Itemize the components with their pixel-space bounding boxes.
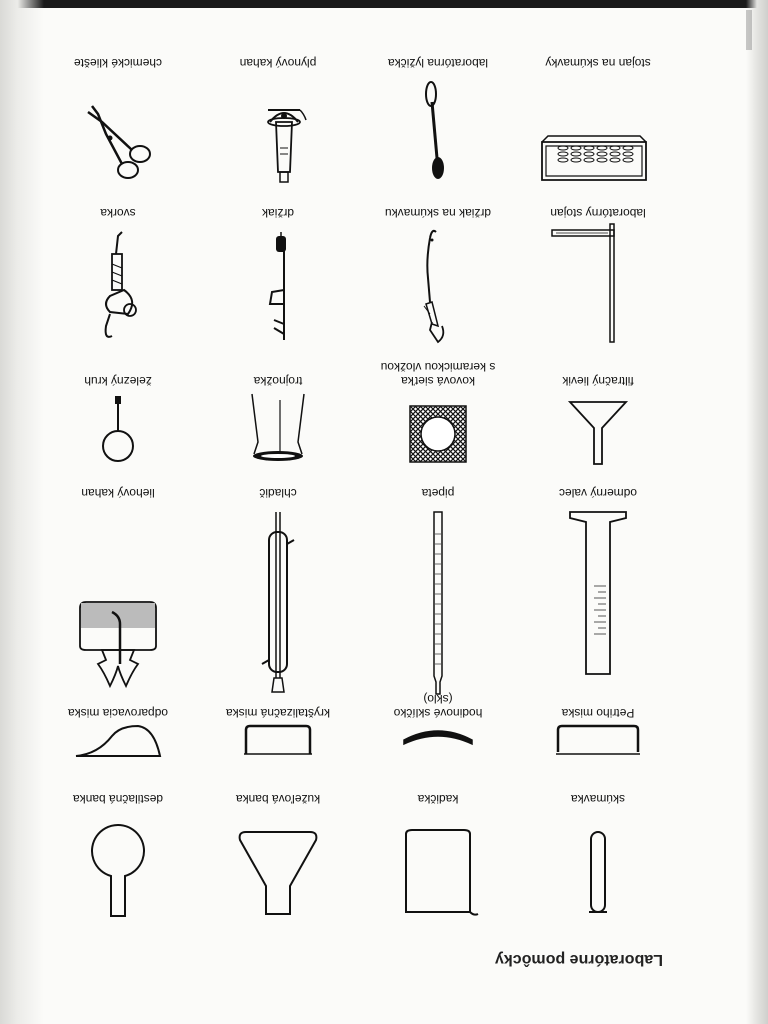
label-liehovy-kahan: liehový kahan bbox=[81, 486, 155, 500]
item-skumavka bbox=[513, 772, 683, 922]
item-liehovy-kahan bbox=[33, 486, 203, 694]
label-chladic: chladič bbox=[259, 486, 297, 500]
lab-stand-icon bbox=[548, 224, 648, 344]
item-kadicka bbox=[353, 772, 523, 922]
label-odparovacia-miska: odparovacia miska bbox=[67, 706, 169, 720]
label-svorka: svorka bbox=[100, 206, 136, 220]
label-petriho-miska: Petriho miska bbox=[561, 706, 635, 720]
lab-spoon-icon bbox=[388, 64, 488, 184]
label-stojan-na-skumavky: stojan na skúmavky bbox=[545, 56, 651, 70]
clamp-holder-icon bbox=[228, 224, 328, 344]
item-svorka bbox=[33, 194, 203, 344]
label-hodinove-sklicko: hodinové sklíčko (sklo) bbox=[393, 692, 483, 720]
item-chladic bbox=[193, 486, 363, 694]
item-drziak-na-skumavku bbox=[353, 194, 523, 344]
label-zelezny-kruh: železný kruh bbox=[84, 374, 152, 388]
item-drziak bbox=[193, 194, 363, 344]
item-pipeta bbox=[353, 486, 523, 694]
test-tube-icon bbox=[548, 802, 648, 922]
item-laboratorny-stojan bbox=[513, 194, 683, 344]
condenser-icon bbox=[228, 504, 328, 694]
label-kadicka: kadička bbox=[417, 792, 459, 806]
iron-ring-icon bbox=[68, 344, 168, 464]
test-tube-rack-icon bbox=[548, 64, 648, 184]
gas-burner-icon bbox=[228, 64, 328, 184]
label-kovova-sietka: kovová sieťka s keramickou vložkou bbox=[380, 360, 496, 388]
item-stojan-na-skumavky bbox=[513, 34, 683, 184]
tripod-icon bbox=[228, 344, 328, 464]
graduated-cylinder-icon bbox=[548, 504, 648, 694]
item-plynovy-kahan bbox=[193, 34, 363, 184]
item-odmerny-valec bbox=[513, 486, 683, 694]
label-drziak: držiak bbox=[262, 206, 295, 220]
spirit-lamp-icon bbox=[68, 504, 168, 694]
label-odmerny-valec: odmerný valec bbox=[558, 486, 638, 500]
item-chemicke-klieste bbox=[33, 34, 203, 184]
label-plynovy-kahan: plynový kahan bbox=[239, 56, 317, 70]
filter-funnel-icon bbox=[548, 344, 648, 464]
label-laboratorna-lyzicka: laboratórna lyžička bbox=[387, 56, 489, 70]
label-skumavka: skúmavka bbox=[570, 792, 626, 806]
label-filtracny-lievik: filtračný lievik bbox=[562, 374, 634, 388]
test-tube-holder-icon bbox=[388, 224, 488, 344]
distillation-flask-icon bbox=[68, 802, 168, 922]
item-destilacna-banka bbox=[33, 772, 203, 922]
label-trojnozka: trojnožka bbox=[253, 374, 303, 388]
crucible-tongs-icon bbox=[68, 64, 168, 184]
label-laboratorny-stojan: laboratórny stojan bbox=[550, 206, 646, 220]
pipette-icon bbox=[388, 504, 488, 694]
item-laboratorna-lyzicka bbox=[353, 34, 523, 184]
conical-flask-icon bbox=[228, 802, 328, 922]
page-title: Laboratórne pomôcky bbox=[494, 951, 663, 968]
beaker-icon bbox=[388, 802, 488, 922]
label-krystalizacna-miska: kryštalizačná miska bbox=[225, 706, 331, 720]
label-drziak-na-skumavku: držiak na skúmavku bbox=[384, 206, 492, 220]
label-destilacna-banka: destilačná banka bbox=[72, 792, 164, 806]
item-kuzelova-banka bbox=[193, 772, 363, 922]
label-pipeta: pipeta bbox=[421, 486, 455, 500]
clamp-icon bbox=[68, 224, 168, 344]
label-chemicke-klieste: chemické kliešte bbox=[73, 56, 163, 70]
label-kuzelova-banka: kužeľová banka bbox=[235, 792, 321, 806]
